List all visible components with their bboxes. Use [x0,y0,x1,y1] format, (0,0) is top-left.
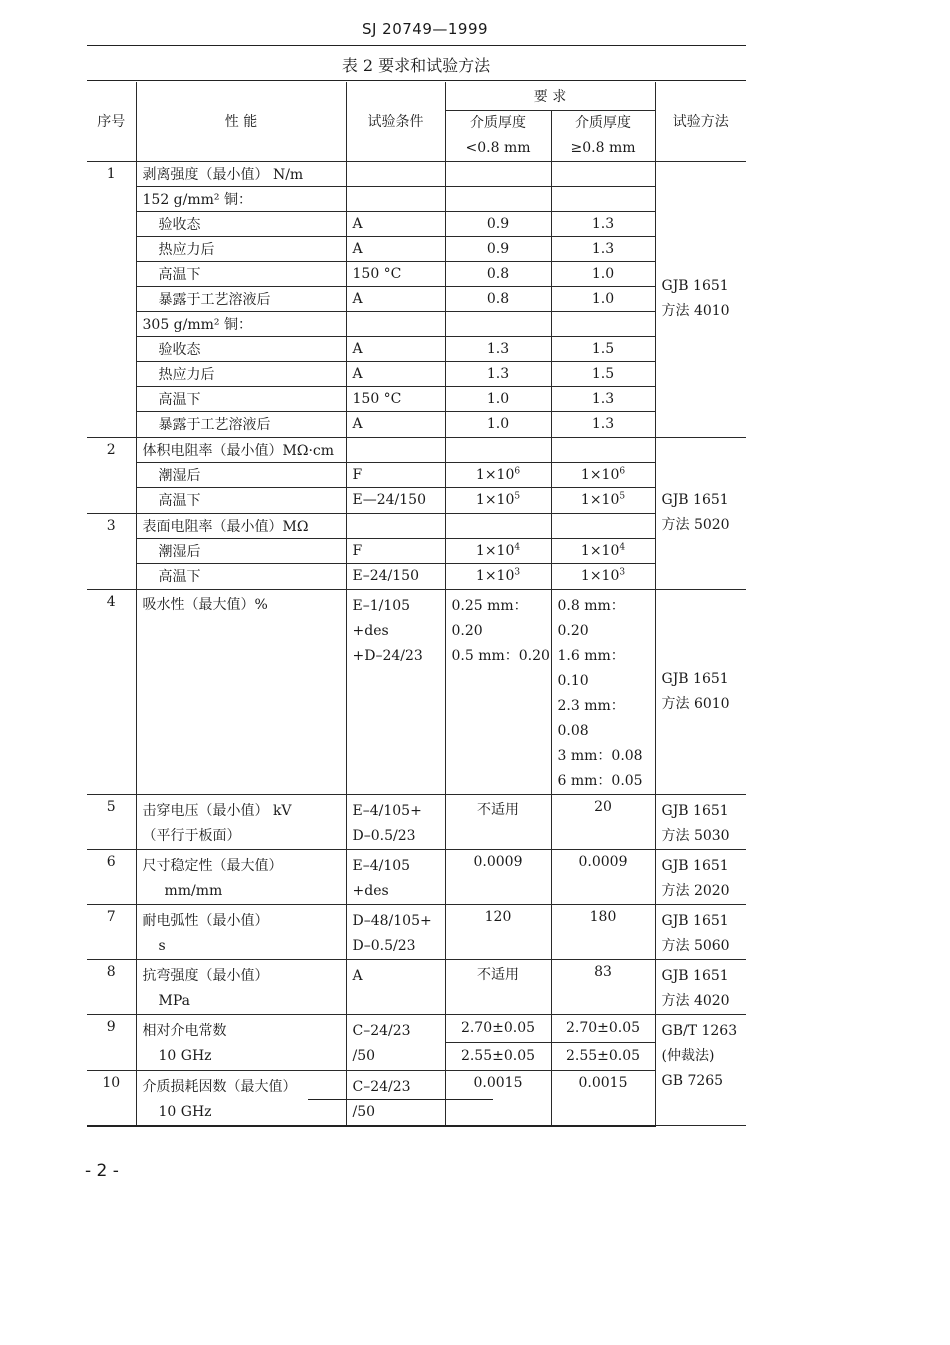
property-title: 介质损耗因数（最大值） 10 GHz [136,1070,346,1126]
table-row [87,589,746,794]
value-thick: 1.5 [551,361,655,386]
property-title: 表面电阻率（最小值）MΩ [136,513,346,538]
value-thick: 0.0009 [551,849,655,904]
value-thin: 0.8 [445,286,551,311]
value-thick: 20 [551,794,655,849]
property-title: 耐电弧性（最小值） s [136,904,346,959]
header-seq: 序号 [87,82,136,161]
value-thin: $1\times 10^6$ [445,462,551,487]
condition-cell: C–24/23 /50 [346,1014,445,1070]
table-row [87,487,746,513]
requirements-table [87,82,746,1127]
table-header-row [87,82,746,110]
table-row [87,1014,746,1042]
table-row [87,849,746,904]
table-row [87,336,746,361]
table-top-rule [87,80,746,81]
table-row [87,794,746,849]
row-seq: 1 [87,161,136,437]
test-method: GB/T 1263 (仲裁法) GB 7265 [655,1014,746,1126]
table-row [87,236,746,261]
property-name: 验收态 [136,211,346,236]
value-cell [551,161,655,186]
table-row [87,186,746,211]
value-thick: $1\times 10^4$ [551,538,655,563]
header-requirement: 要 求 [445,82,655,110]
copper-weight-label: 152 g/mm² 铜： [136,186,346,211]
condition-cell: E—24/150 [346,487,445,513]
value-thick: 2.55±0.05 [551,1042,655,1070]
value-thin: 120 [445,904,551,959]
condition-cell: F [346,462,445,487]
property-name: 暴露于工艺溶液后 [136,411,346,437]
value-thick: 0.8 mm：0.20 1.6 mm：0.10 2.3 mm：0.08 3 mm：0.08 6 mm：0.05 [551,589,655,794]
property-title: 尺寸稳定性（最大值） mm/mm [136,849,346,904]
value-thick: 1.3 [551,411,655,437]
table-row [87,437,746,462]
value-thin: 1.3 [445,361,551,386]
property-name: 高温下 [136,487,346,513]
value-thin: 0.9 [445,211,551,236]
row-seq: 6 [87,849,136,904]
row-seq: 10 [87,1070,136,1126]
value-thin: 不适用 [445,794,551,849]
value-thin: $1\times 10^5$ [445,487,551,513]
table-caption: 表 2 要求和试验方法 [341,56,491,75]
condition-cell: A [346,361,445,386]
value-thick: 1.0 [551,261,655,286]
table-row [87,386,746,411]
value-thin: 不适用 [445,959,551,1014]
value-thick: $1\times 10^3$ [551,563,655,589]
value-thick: 1.0 [551,286,655,311]
value-thin: 0.0015 [445,1070,551,1126]
test-method: GJB 1651 方法 6010 [655,589,746,794]
value-thick: 1.3 [551,386,655,411]
table-row [87,513,746,538]
copper-weight-label: 305 g/mm² 铜： [136,311,346,336]
condition-cell: A [346,336,445,361]
value-thick: 1.3 [551,211,655,236]
condition-cell: E–24/150 [346,563,445,589]
value-thick: $1\times 10^5$ [551,487,655,513]
condition-cell: E–4/105+ D–0.5/23 [346,794,445,849]
value-thin: 2.55±0.05 [445,1042,551,1070]
condition-cell: A [346,411,445,437]
header-thin: 介质厚度 <0.8 mm [445,110,551,161]
value-thick: 83 [551,959,655,1014]
property-name: 热应力后 [136,361,346,386]
header-method: 试验方法 [655,82,746,161]
property-name: 高温下 [136,261,346,286]
value-thin: 1.0 [445,411,551,437]
property-title: 体积电阻率（最小值）MΩ·cm [136,437,346,462]
value-thick: 1.5 [551,336,655,361]
header-thick: 介质厚度 ≥0.8 mm [551,110,655,161]
value-thin: 2.70±0.05 [445,1014,551,1042]
row-seq: 7 [87,904,136,959]
property-name: 潮湿后 [136,538,346,563]
property-title: 吸水性（最大值）% [136,589,346,794]
value-thick: 1.3 [551,236,655,261]
value-thin: 0.9 [445,236,551,261]
row-seq: 8 [87,959,136,1014]
condition-cell [346,161,445,186]
condition-cell: D–48/105+ D–0.5/23 [346,904,445,959]
value-thin: 1.3 [445,336,551,361]
page-number: - 2 - [85,1161,119,1181]
value-thin: 0.0009 [445,849,551,904]
test-method: GJB 1651 方法 4020 [655,959,746,1014]
table-row [87,462,746,487]
condition-cell: A [346,211,445,236]
condition-cell: A [346,286,445,311]
condition-cell: C–24/23 /50 [346,1070,445,1126]
property-name: 潮湿后 [136,462,346,487]
table-row [87,361,746,386]
test-method: GJB 1651 方法 2020 [655,849,746,904]
value-thin: 0.8 [445,261,551,286]
condition-cell: A [346,959,445,1014]
table-row [87,211,746,236]
value-thick: $1\times 10^6$ [551,462,655,487]
table-row [87,161,746,186]
table-row [87,904,746,959]
header-rule [87,45,746,46]
test-method: GJB 1651 方法 5030 [655,794,746,849]
table-row [87,563,746,589]
property-name: 高温下 [136,563,346,589]
property-name: 高温下 [136,386,346,411]
table-row [87,538,746,563]
property-name: 热应力后 [136,236,346,261]
condition-cell: 150 °C [346,261,445,286]
row-seq: 4 [87,589,136,794]
test-method: GJB 1651 方法 5060 [655,904,746,959]
condition-cell: E–1/105 +des +D–24/23 [346,589,445,794]
value-cell [445,161,551,186]
test-method: GJB 1651 方法 5020 [655,437,746,589]
row-seq: 9 [87,1014,136,1070]
table-row [87,286,746,311]
value-thin: 0.25 mm：0.20 0.5 mm：0.20 [445,589,551,794]
condition-cell: 150 °C [346,386,445,411]
property-title: 击穿电压（最小值） kV （平行于板面） [136,794,346,849]
property-title: 抗弯强度（最小值） MPa [136,959,346,1014]
property-name: 验收态 [136,336,346,361]
standard-number: SJ 20749—1999 [361,20,489,38]
condition-cell: F [346,538,445,563]
table-row [87,1070,746,1126]
value-thick: 180 [551,904,655,959]
row-seq: 2 [87,437,136,513]
condition-cell: A [346,236,445,261]
test-method: GJB 1651 方法 4010 [655,161,746,437]
row-seq: 3 [87,513,136,589]
header-property: 性 能 [136,82,346,161]
condition-cell: E–4/105 +des [346,849,445,904]
row-seq: 5 [87,794,136,849]
property-title: 相对介电常数 10 GHz [136,1014,346,1070]
value-thin: $1\times 10^4$ [445,538,551,563]
table-row [87,261,746,286]
property-title: 剥离强度（最小值） N/m [136,161,346,186]
value-thin: $1\times 10^3$ [445,563,551,589]
property-name: 暴露于工艺溶液后 [136,286,346,311]
header-condition: 试验条件 [346,82,445,161]
table-row [87,311,746,336]
end-rule [308,1099,493,1100]
table-row [87,411,746,437]
value-thick: 2.70±0.05 [551,1014,655,1042]
value-thin: 1.0 [445,386,551,411]
value-thick: 0.0015 [551,1070,655,1126]
table-row [87,959,746,1014]
